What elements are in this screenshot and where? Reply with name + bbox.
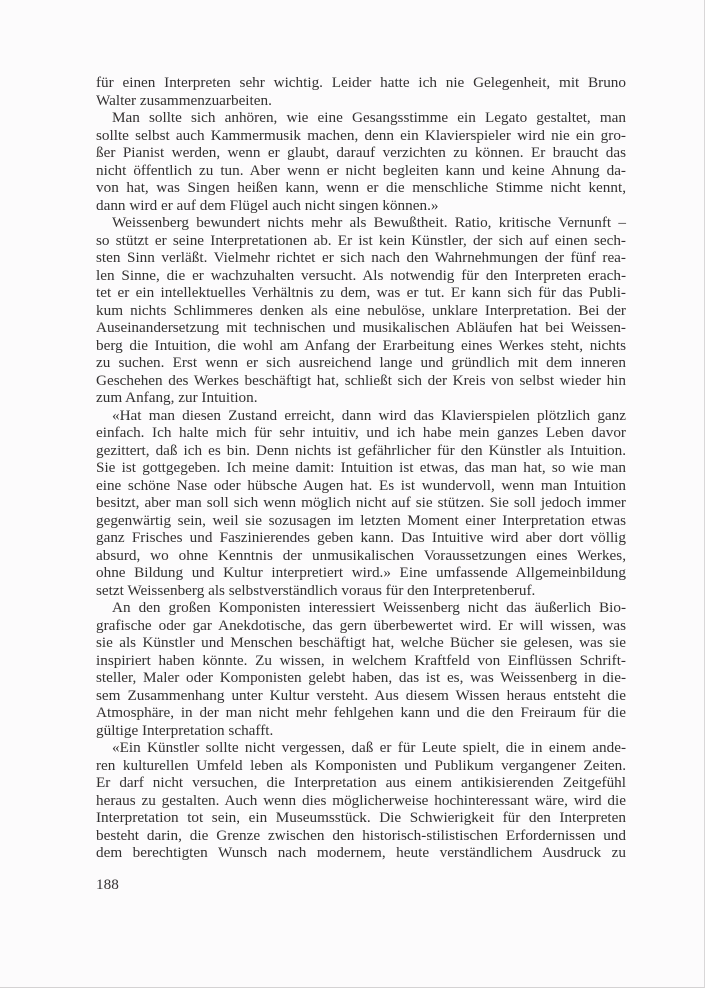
text-line: zum Anfang, zur Intuition. bbox=[96, 389, 258, 406]
text-line: dem berechtigten Wunsch nach modernem, heute verständlichem Ausdruck zu bbox=[96, 844, 626, 861]
text-line: für einen Interpreten sehr wichtig. Leider hatte ich nie Gelegenheit, mit Bruno bbox=[96, 74, 626, 91]
page-number: 188 bbox=[96, 876, 119, 893]
text-line: Geschehen des Werkes beschäftigt hat, schließt sich der Kreis von selbst wieder hin bbox=[96, 371, 626, 389]
text-line: sie als Künstler und Menschen beschäftigt hat, welche Bücher sie gelesen, was sie bbox=[96, 634, 626, 651]
text-line: heraus zu gestalten. Auch wenn dies möglicherweise hochinteressant wäre, wird die bbox=[96, 791, 626, 809]
text-line: so stützt er seine Interpretationen ab. Er ist kein Künstler, der sich auf einen sech- bbox=[96, 231, 626, 249]
text-line: inspiriert haben könnte. Zu wissen, in welchem Kraftfeld von Einflüssen Schrift- bbox=[96, 651, 626, 669]
text-line: einfach. Ich halte mich für sehr intuitiv, und ich habe mein ganzes Leben davor bbox=[96, 424, 626, 441]
paragraph-first-line: «Hat man diesen Zustand erreicht, dann wird das Klavierspielen plötzlich ganz bbox=[112, 406, 626, 424]
text-line: sten Sinn verläßt. Vielmehr richtet er sich nach den Wahrnehmungen der fünf rea- bbox=[96, 249, 626, 266]
text-line: gezittert, daß ich es bin. Denn nichts ist gefährlicher für den Künstler als Intuition. bbox=[96, 441, 626, 459]
text-line: Auseinandersetzung mit technischen und musikalischen Abläufen hat bei Weissen- bbox=[96, 319, 626, 336]
paragraph-first-line: Man sollte sich anhören, wie eine Gesangsstimme ein Legato gestaltet, man bbox=[112, 109, 626, 126]
text-line: Er darf nicht versuchen, die Interpretation aus einem antikisierenden Zeitgefühl bbox=[96, 774, 626, 791]
text-line: Walter zusammenzuarbeiten. bbox=[96, 91, 272, 109]
text-line: ganz Frisches und Faszinierendes geben kann. Das Intuitive wird aber dort völlig bbox=[96, 529, 626, 546]
text-line: absurd, wo ohne Kenntnis der unmusikalischen Voraussetzungen eines Werkes, bbox=[96, 546, 626, 564]
text-line: grafische oder gar Anekdotische, das gern überbewertet wird. Er will wissen, was bbox=[96, 616, 626, 634]
text-line: Interpretation tot sein, ein Museumsstück. Die Schwierigkeit für den Interpreten bbox=[96, 809, 626, 826]
text-line: besitzt, aber man soll sich wenn möglich nicht auf sie stützen. Sie soll jedoch immer bbox=[96, 494, 626, 511]
text-line: zu suchen. Erst wenn er sich ausreichend lange und gründlich mit dem inneren bbox=[96, 354, 626, 371]
text-line: kum nichts Schlimmeres denken als eine nebulöse, unklare Interpretation. Bei der bbox=[96, 301, 626, 319]
text-line: Atmosphäre, in der man nicht mehr fehlgehen kann und die den Freiraum für die bbox=[96, 704, 626, 721]
text-line: besteht darin, die Grenze zwischen den historisch-stilistischen Erfordernissen und bbox=[96, 826, 626, 844]
text-line: sollte selbst auch Kammermusik machen, denn ein Klavierspieler wird nie ein gro- bbox=[96, 126, 626, 144]
paragraph-first-line: An den großen Komponisten interessiert Weissenberg nicht das äußerlich Bio- bbox=[112, 599, 626, 616]
text-line: dann wird er auf dem Flügel auch nicht singen können.» bbox=[96, 196, 439, 214]
text-line: eine schöne Nase oder hübsche Augen hat. Es ist wundervoll, wenn man Intuition bbox=[96, 476, 626, 494]
text-line: nicht öffentlich zu tun. Aber wenn er nicht begleiten kann und keine Ahnung da- bbox=[96, 161, 626, 179]
text-line: sem Zusammenhang unter Kultur versteht. Aus diesem Wissen heraus entsteht die bbox=[96, 686, 626, 704]
paragraph-first-line: Weissenberg bewundert nichts mehr als Bewußtheit. Ratio, kritische Vernunft – bbox=[112, 214, 626, 231]
body-text bbox=[96, 74, 626, 862]
text-line: von hat, was Singen heißen kann, wenn er die menschliche Stimme nicht kennt, bbox=[96, 179, 626, 196]
text-line: gültige Interpretation schafft. bbox=[96, 721, 274, 739]
text-line: Sie ist gottgegeben. Ich meine damit: Intuition ist etwas, das man hat, so wie man bbox=[96, 459, 626, 476]
text-line: len Sinne, die er wachzuhalten versucht. Als notwendig für den Interpreten erach- bbox=[96, 266, 626, 284]
text-line: ohne Bildung und Kultur interpretiert wird.» Eine umfassende Allgemeinbildung bbox=[96, 564, 626, 581]
paragraph-first-line: «Ein Künstler sollte nicht vergessen, daß er für Leute spielt, die in einem ande- bbox=[112, 739, 626, 756]
text-line: ren kulturellen Umfeld leben als Komponisten und Publikum vergangener Zeiten. bbox=[96, 756, 626, 774]
text-line: steller, Maler oder Komponisten gelebt haben, das ist es, was Weissenberg in die- bbox=[96, 669, 626, 686]
text-line: ßer Pianist werden, wenn er glaubt, darauf verzichten zu können. Er braucht das bbox=[96, 144, 626, 161]
text-line: berg die Intuition, die wohl am Anfang der Erarbeitung eines Werkes steht, nichts bbox=[96, 336, 626, 354]
text-line: gegenwärtig sein, weil sie sozusagen im letzten Moment einer Interpretation etwas bbox=[96, 511, 626, 529]
text-line: setzt Weissenberg als selbstverständlich voraus für den Interpretenberuf. bbox=[96, 581, 536, 599]
text-line: tet er ein intellektuelles Verhältnis zu dem, was er tut. Er kann sich für das Publi- bbox=[96, 284, 626, 301]
